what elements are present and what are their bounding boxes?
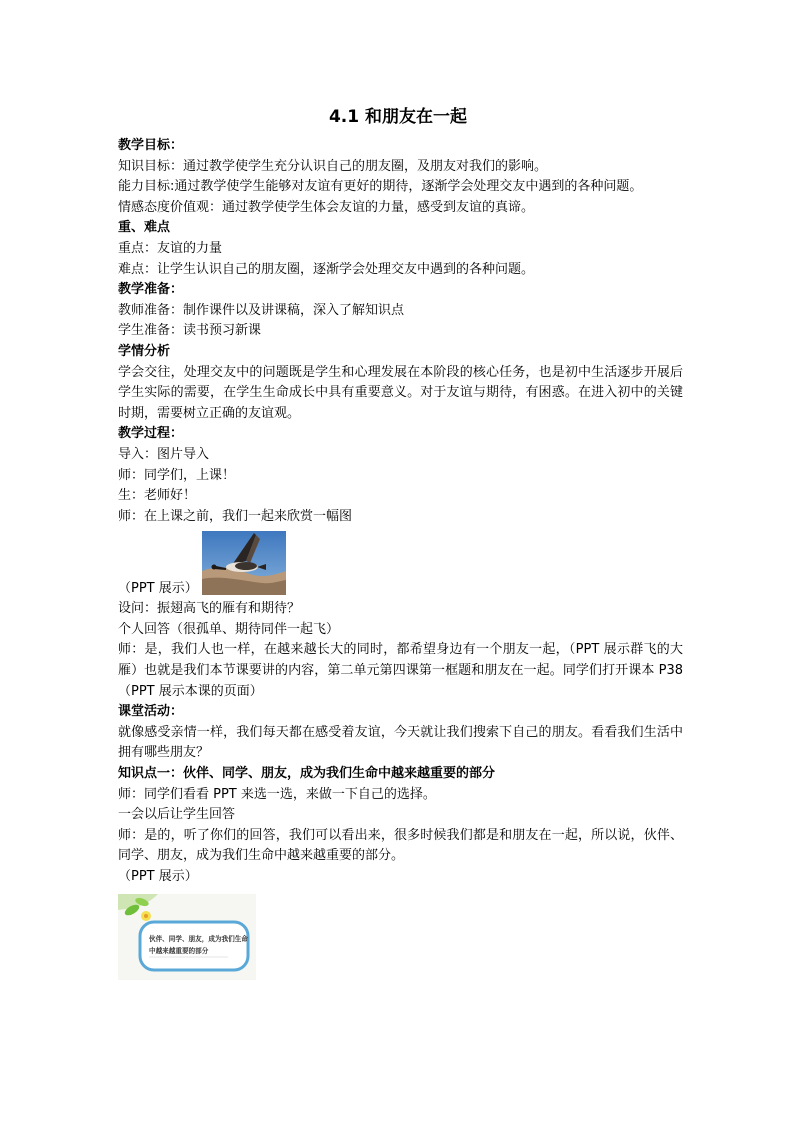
prep-teacher: 教师准备：制作课件以及讲课稿，深入了解知识点	[118, 302, 405, 318]
intro-line: 导入：图片导入	[118, 446, 210, 462]
prep-heading: 教学准备：	[118, 282, 184, 298]
teacher-line-3: 师：是，我们人也一样，在越来越长大的同时，都希望身边有一个朋友一起，（PPT 展示群飞的大雁）也就是我们本节课要讲的内容，第二单元第四课第一框题和朋友在一起。同学们打开课本 P38（PPT 展示本课的页面）	[118, 642, 683, 699]
ppt-caption: （PPT 展示）	[118, 581, 198, 597]
goal-knowledge: 知识目标：通过教学使学生充分认识自己的朋友圈，及朋友对我们的影响。	[118, 158, 548, 174]
activity-text: 就像感受亲情一样，我们每天都在感受着友谊，今天就让我们搜索下自己的朋友。看看我们生活中拥有哪些朋友？	[118, 724, 683, 761]
teacher-line-4: 师：同学们看看 PPT 来选一选，来做一下自己的选择。	[118, 786, 436, 802]
answer-1: 个人回答（很孤单、期待同伴一起飞）	[118, 621, 340, 637]
teacher-line-1: 师：同学们，上课！	[118, 467, 236, 483]
teacher-line-2: 师：在上课之前，我们一起来欣赏一幅图	[118, 508, 353, 524]
student-response: 一会以后让学生回答	[118, 807, 236, 823]
key-heading: 重、难点	[118, 220, 171, 236]
analysis-text: 学会交往，处理交友中的问题既是学生和心理发展在本阶段的核心任务，也是初中生活逐步开展后学生实际的需要，在学生生命成长中具有重要意义。对于友谊与期待，有困惑。在进入初中的关键时期，需要树立正确的友谊观。	[118, 364, 683, 421]
prep-student: 学生准备：读书预习新课	[118, 323, 262, 339]
student-line-1: 生：老师好！	[118, 488, 197, 504]
slide-text-line-2: 中越来越重要的部分	[149, 946, 209, 955]
goal-emotion: 情感态度价值观：通过教学使学生体会友谊的力量，感受到友谊的真谛。	[118, 199, 535, 215]
knowledge-point-1-heading: 知识点一：伙伴、同学、朋友，成为我们生命中越来越重要的部分	[118, 766, 496, 782]
difficulty: 难点：让学生认识自己的朋友圈，逐渐学会处理交友中遇到的各种问题。	[118, 261, 535, 277]
question-1: 设问：振翅高飞的雁有和期待？	[118, 601, 301, 617]
ppt-slide-thumbnail	[118, 894, 256, 980]
key-point: 重点：友谊的力量	[118, 240, 223, 256]
document-body	[118, 136, 683, 980]
slide-text-line-1: 伙伴、同学、朋友，成为我们生命	[149, 934, 248, 943]
process-heading: 教学过程：	[118, 426, 184, 442]
flying-goose-image	[202, 531, 286, 595]
teacher-line-5: 师：是的，听了你们的回答，我们可以看出来，很多时候我们都是和朋友在一起，所以说，伙伴、同学、朋友，成为我们生命中越来越重要的部分。	[118, 827, 683, 864]
page-title: 4.1 和朋友在一起	[328, 107, 468, 127]
goals-heading: 教学目标：	[118, 138, 184, 153]
goal-ability: 能力目标:通过教学使学生能够对友谊有更好的期待，逐渐学会处理交友中遇到的各种问题。	[118, 179, 643, 195]
goose-image-row	[118, 527, 683, 599]
activity-heading: 课堂活动：	[118, 704, 184, 720]
ppt-caption-2: （PPT 展示）	[118, 869, 198, 884]
analysis-heading: 学情分析	[118, 343, 171, 359]
